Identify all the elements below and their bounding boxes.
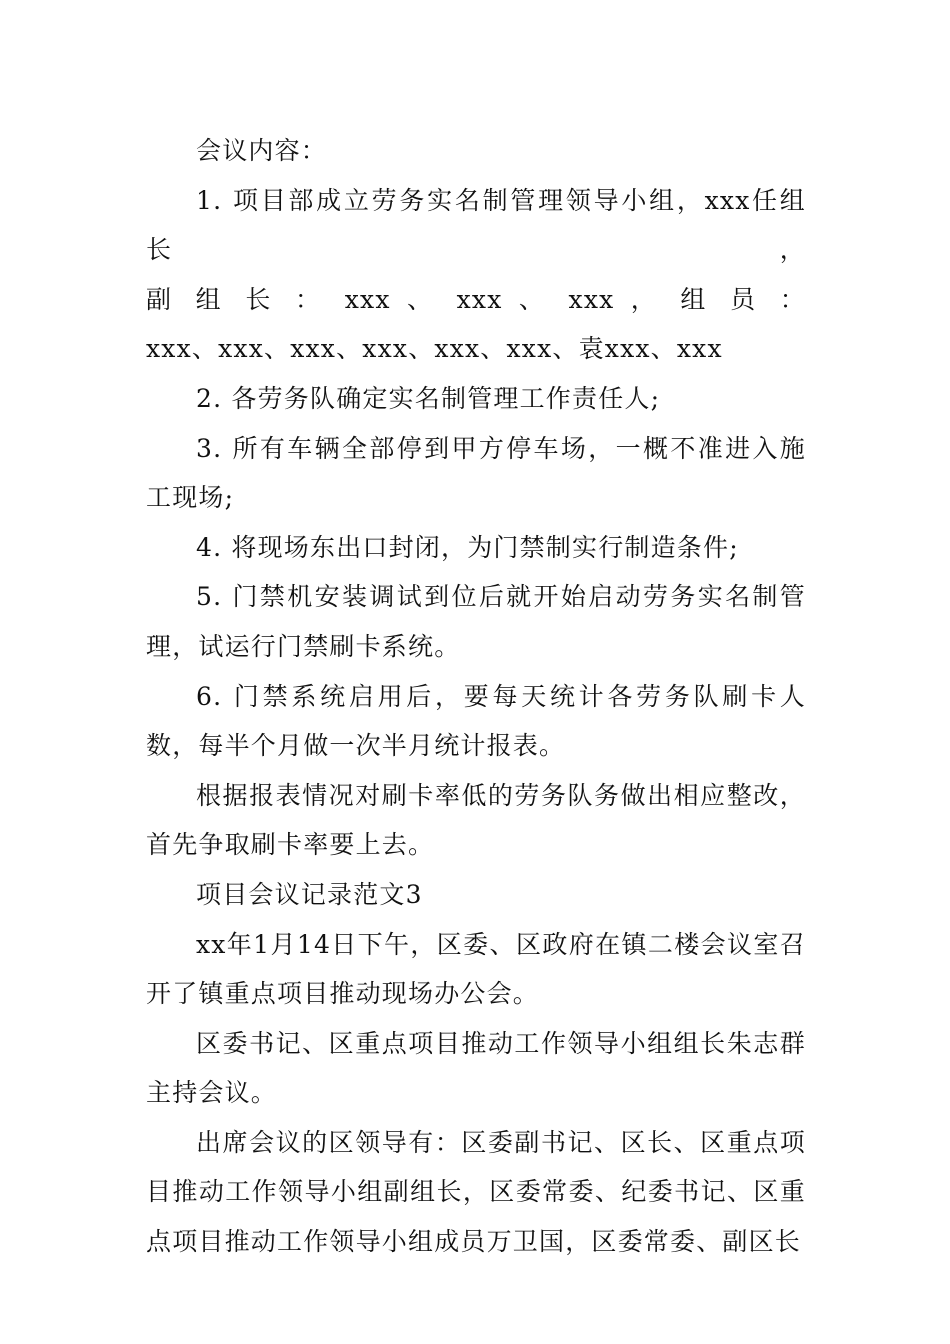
sample-3-heading: 项目会议记录范文3 — [196, 879, 423, 909]
item-1-line-3: xxx、xxx、xxx、xxx、xxx、xxx、袁xxx、xxx — [146, 334, 723, 364]
item-1-line-2: 副 组 长 ： xxx 、 xxx 、 xxx ， 组 员 ： — [146, 284, 806, 314]
host-paragraph: 区委书记、区重点项目推动工作领导小组组长朱志群主持会议。 — [146, 1028, 806, 1108]
item-5-paragraph: 5. 门禁机安装调试到位后就开始启动劳务实名制管理，试运行门禁刷卡系统。 — [146, 582, 806, 661]
meeting-content-heading: 会议内容： — [196, 136, 328, 165]
item-6-paragraph: 6. 门禁系统启用后，要每天统计各劳务队刷卡人数，每半个月做一次半月统计报表。 — [146, 681, 806, 761]
item-1-line-1: 1. 项目部成立劳务实名制管理领导小组，xxx任组长， — [146, 185, 806, 265]
rectification-paragraph: 根据报表情况对刷卡率低的劳务队务做出相应整改，首先争取刷卡率要上去。 — [146, 780, 806, 860]
item-4-paragraph: 4. 将现场东出口封闭，为门禁制实行制造条件; — [196, 532, 739, 562]
attendees-paragraph: 出席会议的区领导有：区委副书记、区长、区重点项目推动工作领导小组副组长，区委常委、纪委书记、区重点项目推动工作领导小组成员万卫国，区委常委、副区长 — [146, 1127, 806, 1257]
item-3-paragraph: 3. 所有车辆全部停到甲方停车场，一概不准进入施工现场; — [146, 433, 806, 513]
item-2-paragraph: 2. 各劳务队确定实名制管理工作责任人; — [196, 383, 661, 413]
item-1-paragraph — [146, 176, 806, 374]
meeting-date-paragraph: xx年1月14日下午，区委、区政府在镇二楼会议室召开了镇重点项目推动现场办公会。 — [146, 929, 806, 1009]
document-body — [146, 126, 806, 1267]
